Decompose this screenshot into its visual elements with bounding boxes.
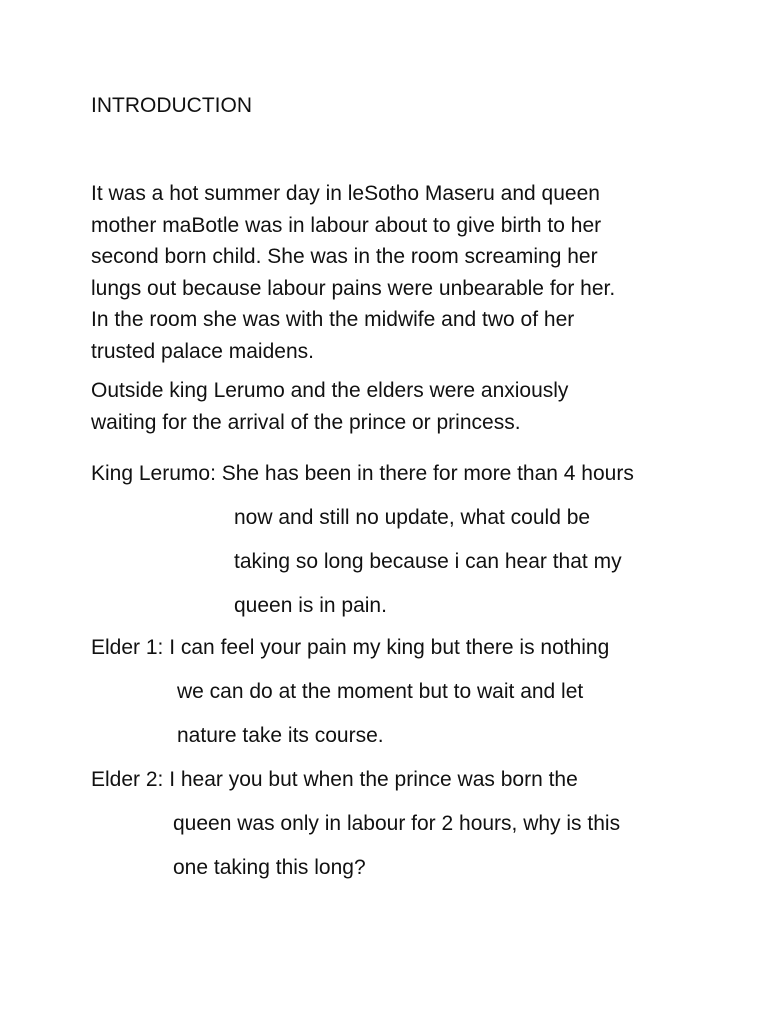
- dialogue-line-speaker: Elder 1: I can feel your pain my king but there is nothing: [91, 636, 610, 659]
- paragraph-line: trusted palace maidens.: [91, 339, 314, 363]
- paragraph-line: mother maBotle was in labour about to give birth to her: [91, 213, 602, 237]
- dialogue-line: queen was only in labour for 2 hours, why is this: [173, 812, 621, 835]
- dialogue-line: nature take its course.: [177, 724, 384, 747]
- paragraph-line: It was a hot summer day in leSotho Maseru and queen: [91, 182, 600, 205]
- dialogue-line: queen is in pain.: [234, 594, 387, 617]
- paragraph-line: Outside king Lerumo and the elders were anxiously: [91, 379, 569, 402]
- paragraph-line: In the room she was with the midwife and two of her: [91, 308, 575, 332]
- dialogue-line-speaker: King Lerumo: She has been in there for more than 4 hours: [91, 462, 634, 485]
- dialogue-line: taking so long because i can hear that my: [234, 550, 622, 573]
- dialogue-king-lerumo: [91, 452, 634, 628]
- dialogue-line: now and still no update, what could be: [234, 506, 591, 529]
- paragraph-line: lungs out because labour pains were unbearable for her.: [91, 276, 616, 300]
- paragraph-line: second born child. She was in the room screaming her: [91, 245, 598, 269]
- paragraph-line: waiting for the arrival of the prince or princess.: [91, 410, 521, 434]
- narrative-paragraph-2: [91, 375, 731, 438]
- dialogue-line: one taking this long?: [173, 856, 366, 879]
- dialogue-elder-1: [91, 626, 609, 758]
- narrative-paragraph-1: [91, 178, 731, 368]
- dialogue-line: we can do at the moment but to wait and let: [177, 680, 584, 703]
- dialogue-line-speaker: Elder 2: I hear you but when the prince was born the: [91, 768, 578, 791]
- dialogue-elder-2: [91, 758, 620, 890]
- section-heading: INTRODUCTION: [91, 94, 252, 117]
